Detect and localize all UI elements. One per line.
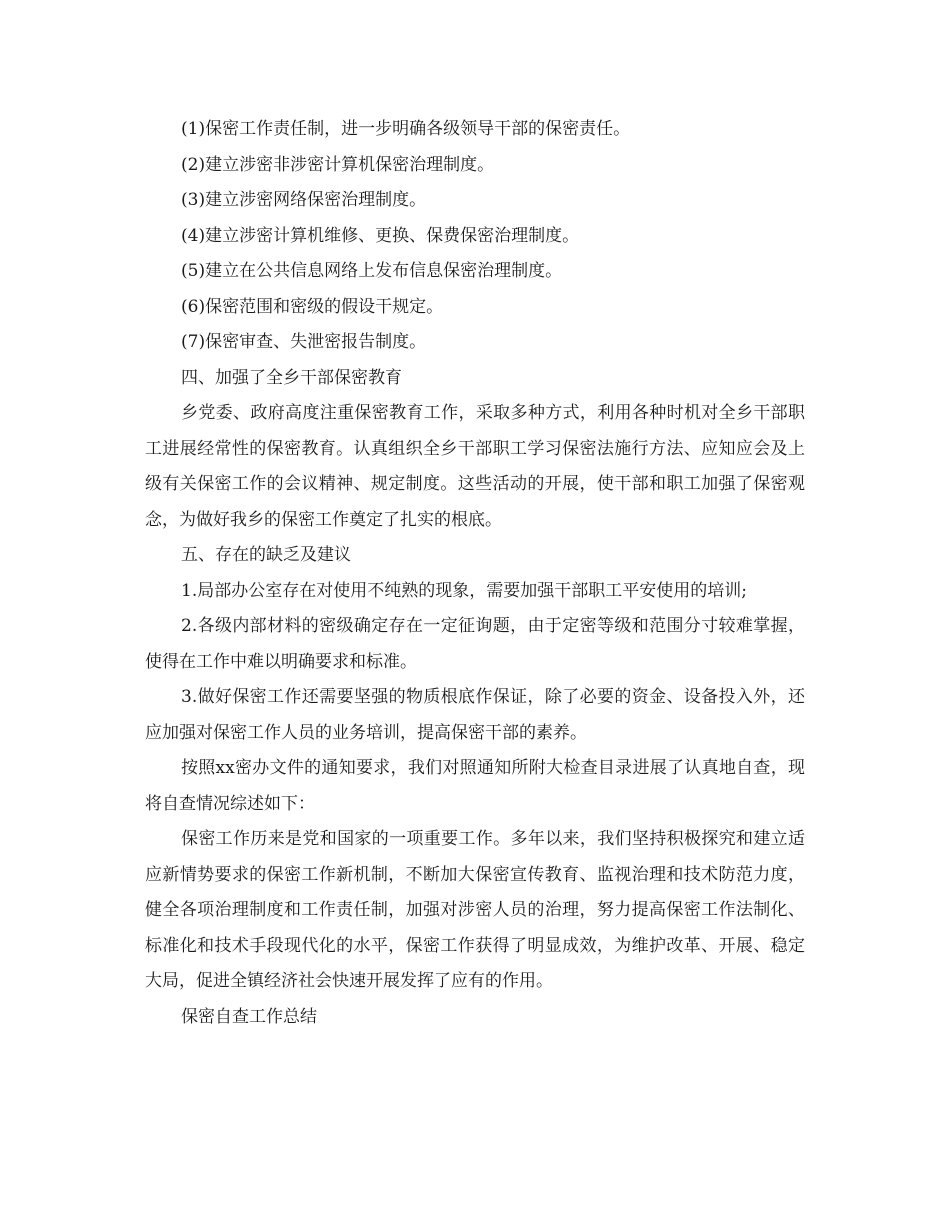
- list-item-7: (7)保密审查、失泄密报告制度。: [181, 332, 427, 352]
- list-item-4: (4)建立涉密计算机维修、更换、保费保密治理制度。: [181, 225, 580, 246]
- suggestion-item-3: 3.做好保密工作还需要坚强的物质根底作保证，除了必要的资金、设备投入外，还应加强对保密工作人员的业务培训，提高保密干部的素养。: [145, 687, 805, 743]
- document-body: [145, 112, 805, 1035]
- section-heading-5: 五、存在的缺乏及建议: [181, 545, 351, 565]
- suggestion-item-1: 1.局部办公室存在对使用不纯熟的现象，需要加强干部职工平安使用的培训;: [181, 580, 747, 601]
- list-item-3: (3)建立涉密网络保密治理制度。: [181, 190, 427, 210]
- paragraph-summary: 保密工作历来是党和国家的一项重要工作。多年以来，我们坚持积极探究和建立适应新情势要求的保密工作新机制，不断加大保密宣传教育、监视治理和技术防范力度，健全各项治理制度和工作责任制，加强对涉密人员的治理，努力提高保密工作法制化、标准化和技术手段现代化的水平，保密工作获得了明显成效，为维护改革、开展、稳定大局，促进全镇经济社会快速开展发挥了应有的作用。: [145, 829, 805, 991]
- paragraph-self-check-intro: 按照xx密办文件的通知要求，我们对照通知所附大检查目录进展了认真地自查，现将自查情况综述如下：: [145, 758, 805, 814]
- list-item-5: (5)建立在公共信息网络上发布信息保密治理制度。: [181, 261, 563, 281]
- document-title-footer: 保密自查工作总结: [181, 1006, 317, 1027]
- list-item-6: (6)保密范围和密级的假设干规定。: [181, 296, 444, 317]
- suggestion-item-2: 2.各级内部材料的密级确定存在一定征询题，由于定密等级和范围分寸较难掌握，使得在工作中难以明确要求和标准。: [145, 616, 805, 672]
- paragraph-education: 乡党委、政府高度注重保密教育工作，采取多种方式，利用各种时机对全乡干部职工进展经常性的保密教育。认真组织全乡干部职工学习保密法施行方法、应知应会及上级有关保密工作的会议精神、规定制度。这些活动的开展，使干部和职工加强了保密观念，为做好我乡的保密工作奠定了扎实的根底。: [145, 403, 805, 530]
- list-item-2: (2)建立涉密非涉密计算机保密治理制度。: [181, 154, 495, 175]
- list-item-1: (1)保密工作责任制，进一步明确各级领导干部的保密责任。: [181, 119, 631, 139]
- section-heading-4: 四、加强了全乡干部保密教育: [181, 367, 402, 388]
